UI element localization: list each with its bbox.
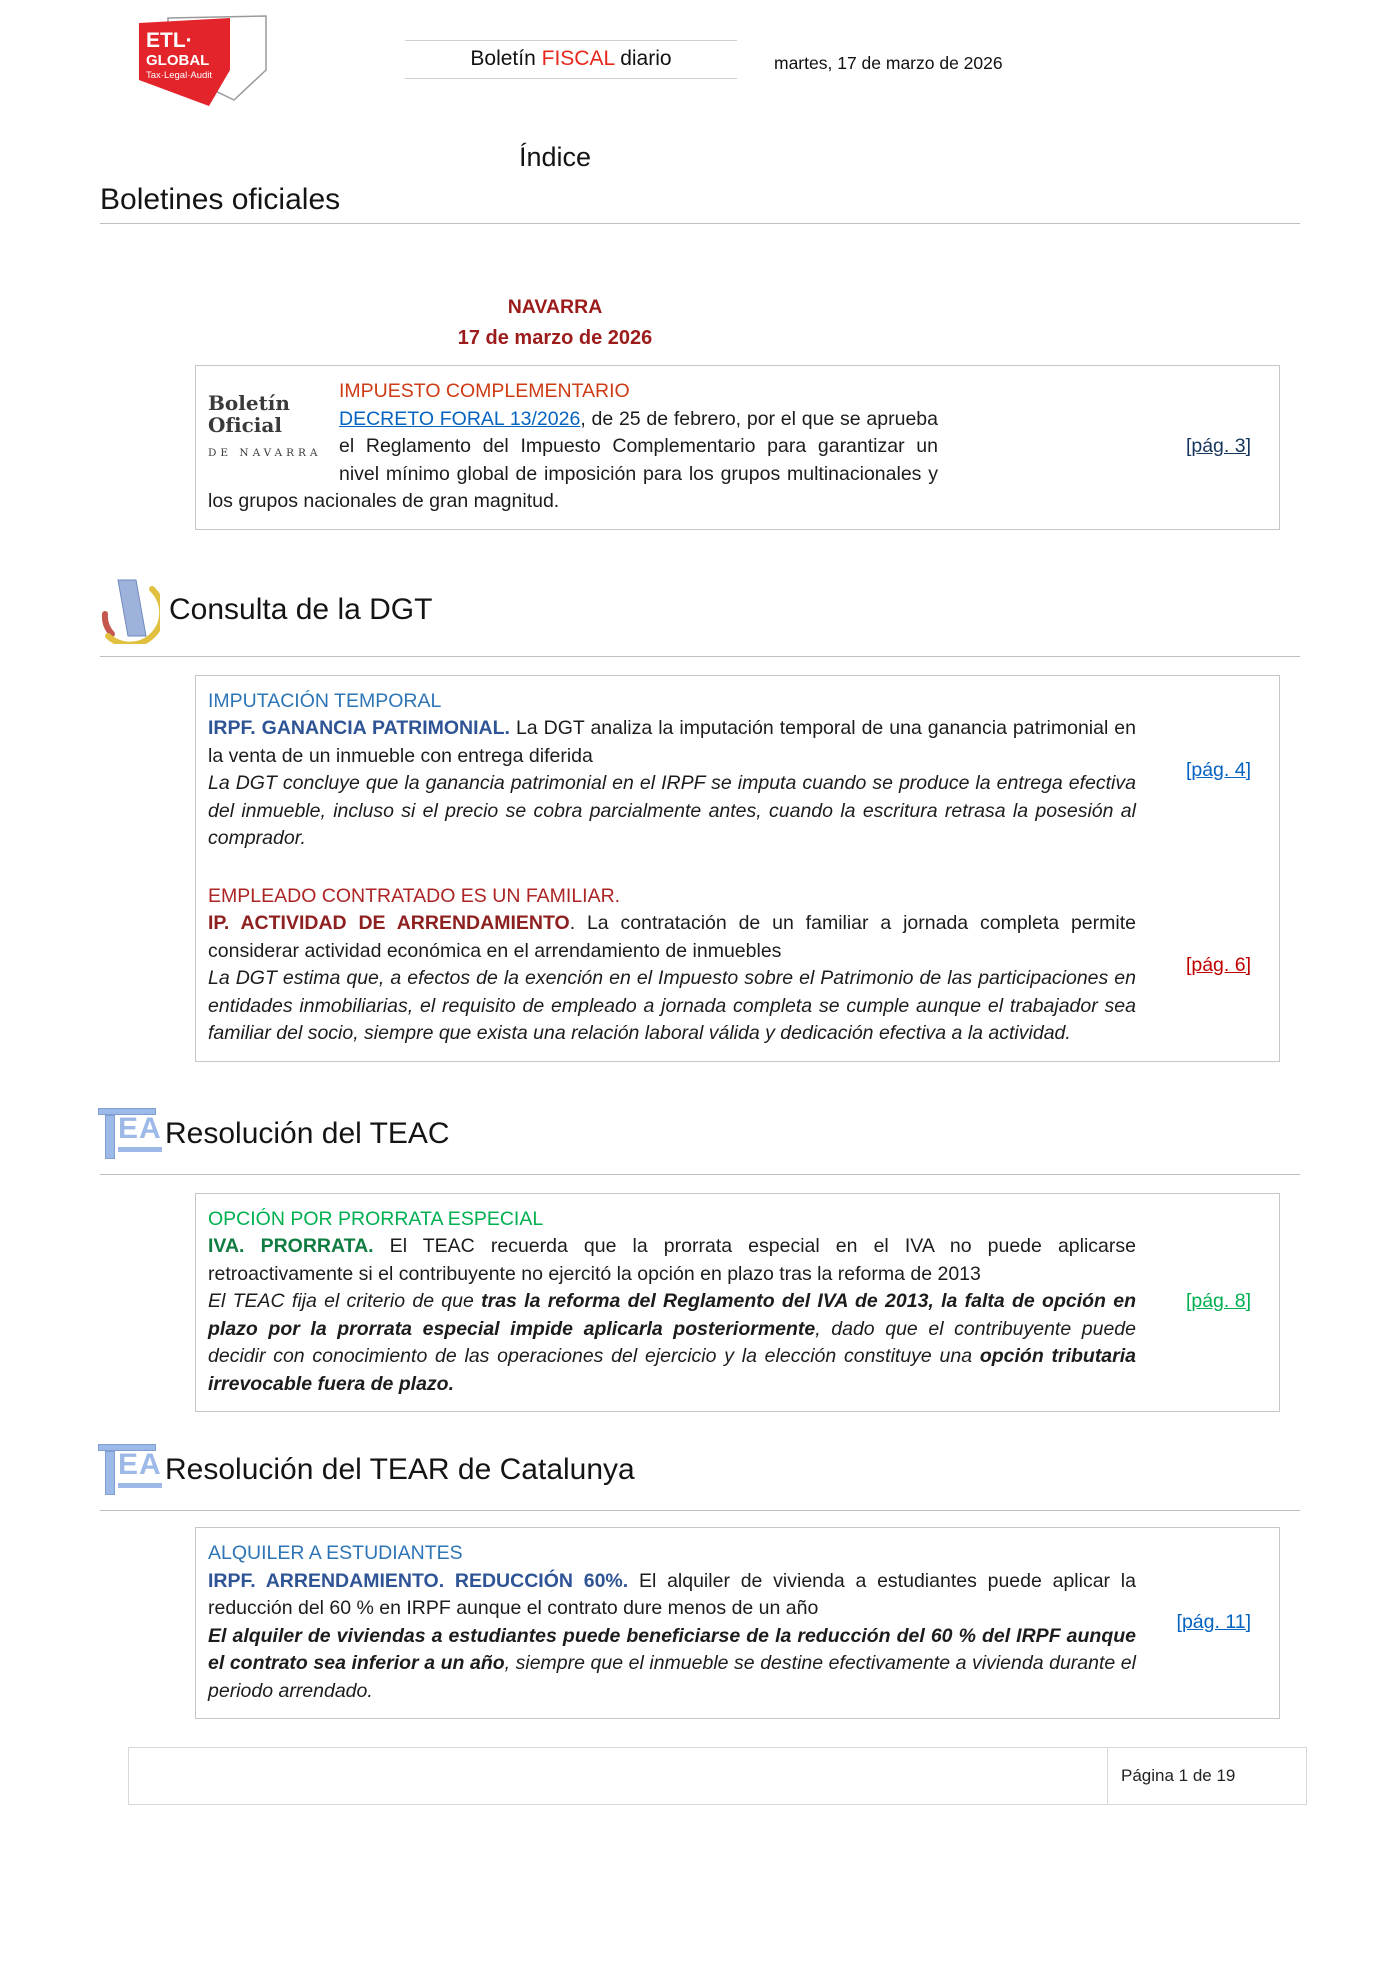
dgt-item-1 (208, 688, 1279, 853)
bon-logo-subtitle: DE NAVARRA (208, 447, 322, 460)
page-header (0, 0, 1400, 112)
footer-empty-cell (129, 1748, 1108, 1804)
teac-item (208, 1206, 1279, 1399)
dgt-items-box (195, 675, 1280, 1062)
index-title: Índice (518, 142, 592, 172)
page-ref-cell (1136, 1540, 1279, 1705)
masthead-suffix: diario (614, 47, 672, 70)
tea-logo-icon (98, 1442, 162, 1498)
tear-item (208, 1540, 1279, 1705)
tea-logo-icon (98, 1106, 162, 1162)
item-summary-paragraph (208, 1233, 1136, 1288)
dgt-section-header (98, 576, 1400, 644)
item-tag: EMPLEADO CONTRATADO ES UN FAMILIAR. (208, 884, 621, 907)
page-ref-cell (1136, 1206, 1279, 1399)
etl-global-logo (133, 14, 268, 115)
dgt-item-2 (208, 883, 1279, 1048)
page-ref-cell (1136, 883, 1279, 1048)
etl-logo-line2: GLOBAL (146, 52, 210, 69)
boletin-navarra-content (208, 378, 938, 516)
tea-icon-stem (105, 1451, 115, 1495)
dgt-item-1-content (208, 688, 1136, 853)
bon-navarra-logo (208, 378, 330, 482)
boletin-navarra-item-box (195, 365, 1280, 530)
header-date: martes, 17 de marzo de 2026 (774, 53, 1003, 73)
tea-icon-letters: EA (118, 1114, 162, 1152)
region-label: NAVARRA (507, 296, 603, 318)
item-summary-paragraph (208, 910, 1136, 965)
item-spacer (208, 853, 1279, 883)
teac-section-header (98, 1106, 1400, 1162)
detail-italic: , siempre que el inmueble se destine efectivamente a vivienda durante el periodo arrendado. (208, 1652, 1136, 1702)
item-body-text: , de 25 de febrero, por el que se aprueba el Reglamento del Impuesto Complementario para garantizar un nivel mínimo global de imposición para los grupos multinacionales y los grupos nacionales de gran magnitud. (208, 407, 938, 512)
aeat-logo-icon (98, 576, 160, 644)
heading-rule (100, 223, 1300, 224)
tear-heading: Resolución del TEAR de Catalunya (165, 1453, 635, 1486)
page-ref-cell (938, 378, 1279, 516)
tea-icon-stem (105, 1115, 115, 1159)
item-detail-paragraph: La DGT estima que, a efectos de la exención en el Impuesto sobre el Patrimonio de las participaciones en entidades inmobiliarias, el requisito de empleado a jornada completa se cumple aunque el trabajador sea familiar del socio, siempre que exista una relación laboral válida y dedicación efectiva a la actividad. (208, 967, 1136, 1044)
tea-icon-letters: EA (118, 1450, 162, 1488)
teac-item-content (208, 1206, 1136, 1399)
item-tag: IMPUESTO COMPLEMENTARIO (339, 380, 630, 402)
etl-global-logo-icon (133, 14, 268, 110)
page-ref-link[interactable]: [pág. 11] (1176, 1611, 1251, 1633)
page-footer (128, 1747, 1307, 1805)
page-ref-link[interactable]: [pág. 8] (1185, 1290, 1251, 1313)
item-tag: IMPUTACIÓN TEMPORAL (208, 689, 442, 712)
masthead-title (405, 40, 737, 79)
item-lead: IVA. PRORRATA. (208, 1235, 374, 1257)
bon-logo-title: Boletín Oficial (208, 391, 290, 438)
item-detail-paragraph (208, 1623, 1136, 1706)
page-ref-cell (1136, 688, 1279, 853)
decreto-foral-link[interactable]: DECRETO FORAL 13/2026 (339, 407, 581, 430)
tear-section-header (98, 1442, 1400, 1498)
heading-rule (100, 656, 1300, 657)
item-summary-paragraph (208, 715, 1136, 770)
detail-italic: El TEAC fija el criterio de que (208, 1290, 482, 1312)
tear-item-content (208, 1540, 1136, 1705)
dgt-item-2-content (208, 883, 1136, 1048)
item-lead: IRPF. GANANCIA PATRIMONIAL. (208, 717, 510, 739)
item-summary: . La contratación de un familiar a jornada completa permite considerar actividad económica en el arrendamiento de inmuebles (208, 912, 1136, 962)
boletin-navarra-item (208, 378, 1279, 516)
teac-heading: Resolución del TEAC (165, 1116, 450, 1150)
detail-italic: , dado que el contribuyente puede decidir con conocimiento de las operaciones del ejercicio y la elección constituye una (208, 1317, 1136, 1367)
item-tag: OPCIÓN POR PRORRATA ESPECIAL (208, 1207, 544, 1230)
detail-bold: El alquiler de viviendas a estudiantes puede beneficiarse de la reducción del 60 % del IRPF aunque el contrato sea inferior a un año (208, 1624, 1136, 1674)
detail-bold: opción tributaria irrevocable fuera de plazo. (208, 1345, 1137, 1395)
item-lead: IRPF. ARRENDAMIENTO. REDUCCIÓN 60%. (208, 1569, 629, 1592)
item-summary: El alquiler de vivienda a estudiantes puede aplicar la reducción del 60 % en IRPF aunque el contrato dure menos de un año (208, 1569, 1136, 1619)
masthead-fiscal: FISCAL (541, 47, 615, 70)
footer-page-label: Página 1 de 19 (1121, 1766, 1236, 1785)
item-summary: La DGT analiza la imputación temporal de una ganancia patrimonial en la venta de un inmueble con entrega diferida (208, 717, 1136, 767)
item-lead: IP. ACTIVIDAD DE ARRENDAMIENTO (208, 912, 570, 934)
etl-logo-line3: Tax·Legal·Audit (146, 70, 213, 81)
item-summary-paragraph (208, 1568, 1136, 1623)
heading-rule (100, 1510, 1300, 1511)
item-summary: El TEAC recuerda que la prorrata especial en el IVA no puede aplicarse retroactivamente si el contribuyente no ejercitó la opción en plazo tras la reforma de 2013 (208, 1235, 1136, 1285)
masthead-prefix: Boletín (470, 47, 542, 70)
heading-rule (100, 1174, 1300, 1175)
detail-bold: tras la reforma del Reglamento del IVA de 2013, la falta de opción en plazo por la prorrata especial impide aplicarla posteriormente (208, 1290, 1136, 1340)
item-detail-paragraph (208, 1288, 1136, 1398)
item-tag: ALQUILER A ESTUDIANTES (208, 1542, 463, 1564)
page-ref-link[interactable]: [pág. 4] (1185, 758, 1251, 781)
dgt-heading: Consulta de la DGT (169, 592, 433, 626)
boletines-heading: Boletines oficiales (100, 183, 341, 216)
page-ref-link[interactable]: [pág. 6] (1185, 953, 1251, 976)
etl-logo-line1: ETL· (146, 29, 193, 52)
item-detail-paragraph: La DGT concluye que la ganancia patrimonial en el IRPF se imputa cuando se produce la entrega efectiva del inmueble, incluso si el precio se cobra parcialmente antes, cuando la escritura retrasa la posesión al comprador. (208, 772, 1136, 849)
page-ref-link[interactable]: [pág. 3] (1185, 435, 1251, 458)
tear-item-box (195, 1527, 1280, 1719)
teac-item-box (195, 1193, 1280, 1413)
region-date: 17 de marzo de 2026 (457, 327, 653, 349)
